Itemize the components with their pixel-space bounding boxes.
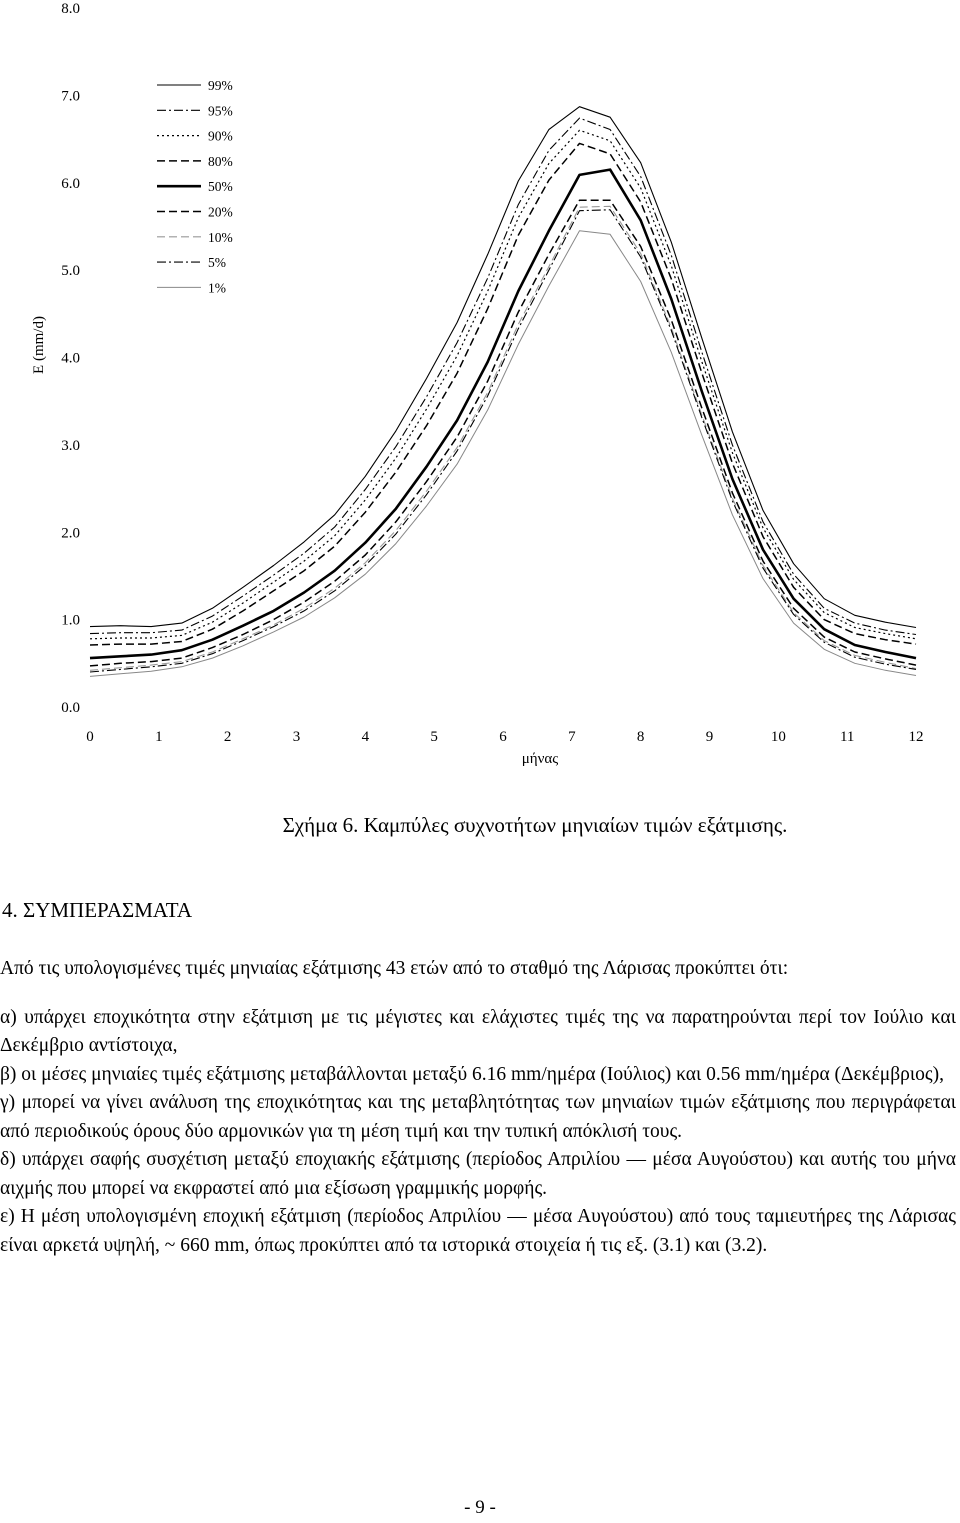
x-tick-labels	[86, 729, 923, 745]
y-tick-label: 6.0	[61, 175, 80, 192]
legend-label: 5%	[208, 255, 226, 271]
y-tick-label: 7.0	[61, 88, 80, 105]
x-tick-label: 6	[499, 729, 507, 745]
x-tick-label: 12	[908, 729, 924, 745]
legend-label: 50%	[208, 179, 233, 195]
x-tick-label: 0	[86, 729, 94, 745]
x-tick-label: 5	[430, 729, 438, 745]
x-tick-label: 4	[361, 729, 370, 745]
paragraph-a: α) υπάρχει εποχικότητα στην εξάτμιση με τις μέγιστες και ελάχιστες τιμές της να παρατηρούνται περί τον Ιούλιο και Δεκέμβριο αντίστοιχα,	[0, 1006, 956, 1056]
y-axis-label	[31, 316, 47, 374]
y-tick-labels	[61, 1, 80, 716]
legend-label: 1%	[208, 280, 226, 296]
section-title: 4. ΣΥΜΠΕΡΑΣΜΑΤΑ	[2, 898, 193, 922]
x-tick-label: 1	[155, 729, 163, 745]
paragraph-c: γ) μπορεί να γίνει ανάλυση της εποχικότητας και της μεταβλητότητας των μηνιαίων τιμών εξάτμισης που περιγράφεται από περιοδικούς όρους δύο αρμονικών για τη μέση τιμή και την τυπική απόκλισή τους.	[0, 1092, 956, 1142]
y-tick-label: 3.0	[61, 437, 80, 454]
x-tick-label: 8	[636, 729, 645, 745]
y-tick-label: 5.0	[61, 263, 80, 280]
x-tick-label: 7	[568, 729, 576, 745]
y-tick-label: 1.0	[61, 612, 80, 629]
legend-label: 99%	[208, 78, 233, 93]
figure-caption: Σχήμα 6. Καμπύλες συχνοτήτων μηνιαίων τιμών εξάτμισης.	[282, 813, 788, 837]
legend-label: 80%	[208, 153, 233, 169]
y-tick-label: 4.0	[61, 350, 80, 367]
legend-label: 95%	[208, 103, 233, 119]
y-tick-label: 8.0	[61, 1, 80, 17]
page-number: - 9 -	[464, 1497, 496, 1518]
x-tick-label: 9	[705, 729, 714, 745]
paragraph-e: ε) Η μέση υπολογισμένη εποχική εξάτμιση (περίοδος Απριλίου — μέσα Αυγούστου) από τους ταμιευτήρες της Λάρισας είναι αρκετά υψηλή, ~ 660 mm, όπως προκύπτει από τα ιστορικά στοιχεία ή τις εξ. (3.1) και (3.2).	[0, 1206, 956, 1256]
legend-label: 90%	[208, 128, 233, 144]
x-tick-label: 10	[770, 729, 786, 745]
x-tick-label: 3	[292, 729, 301, 745]
x-axis-title: μήνας	[521, 751, 559, 767]
paragraph-intro: Από τις υπολογισμένες τιμές μηνιαίας εξάτμισης 43 ετών από το σταθμό της Λάρισας προκύπτει ότι:	[0, 958, 789, 979]
legend-label: 20%	[208, 204, 233, 220]
paragraph-d: δ) υπάρχει σαφής συσχέτιση μεταξύ εποχιακής εξάτμισης (περίοδος Απριλίου — μέσα Αυγούστου) και αυτής του μήνα αιχμής που μπορεί να εκφραστεί από μια εξίσωση γραμμικής μορφής.	[0, 1149, 956, 1199]
y-axis-title: E (mm/d)	[31, 316, 47, 374]
y-tick-label: 0.0	[61, 700, 80, 716]
y-tick-label: 2.0	[61, 525, 80, 542]
x-tick-label: 2	[223, 729, 232, 745]
body-text	[0, 955, 956, 1260]
chart-legend	[138, 63, 258, 299]
legend-label: 10%	[208, 229, 233, 245]
x-tick-label: 11	[839, 729, 855, 745]
legend-box	[138, 63, 258, 299]
paragraph-b: β) οι μέσες μηνιαίες τιμές εξάτμισης μεταβάλλονται μεταξύ 6.16 mm/ημέρα (Ιούλιος) και 0.56 mm/ημέρα (Δεκέμβριος),	[0, 1063, 944, 1085]
